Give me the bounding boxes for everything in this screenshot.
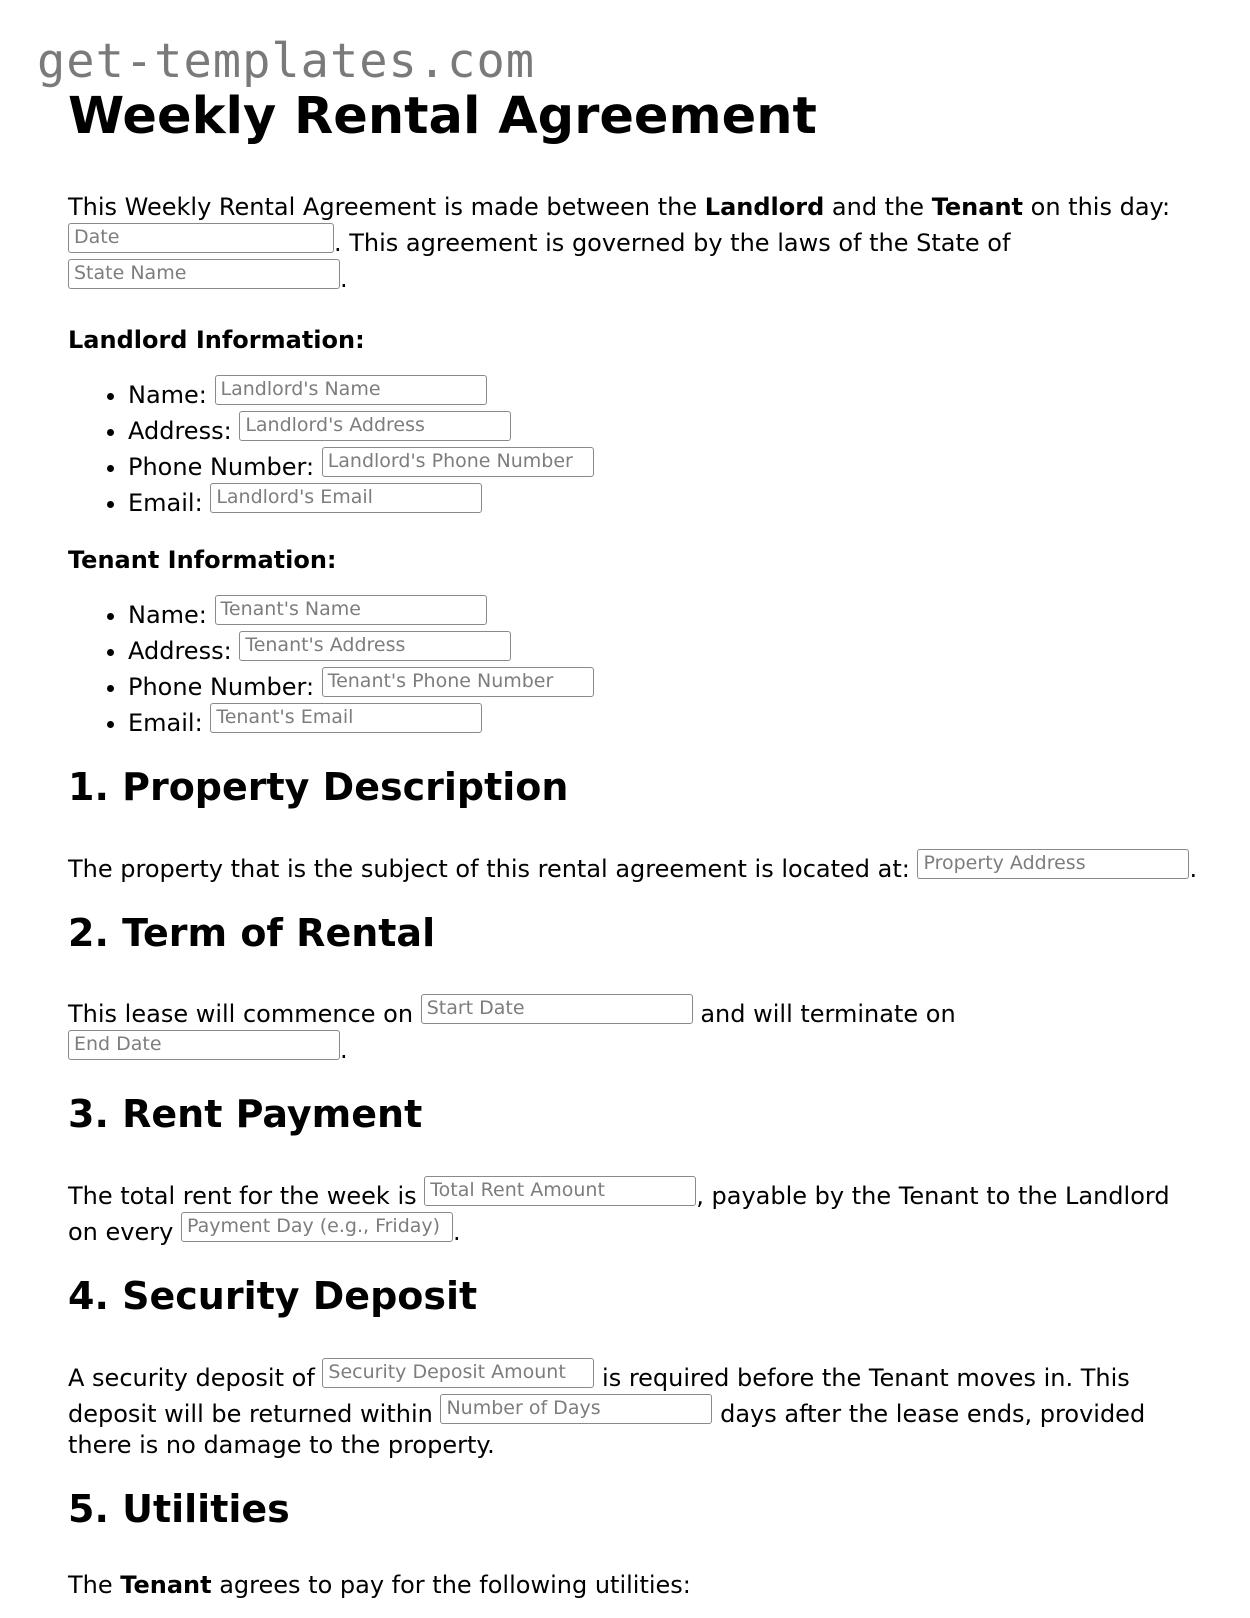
landlord-address-input[interactable]: Landlord's Address (239, 411, 511, 441)
date-input[interactable]: Date (68, 223, 334, 253)
property-address-input[interactable]: Property Address (917, 849, 1189, 879)
tenant-address-input[interactable]: Tenant's Address (239, 631, 511, 661)
list-item: • Name: Tenant's Name (128, 595, 1198, 631)
section-heading-utilities: 5. Utilities (68, 1486, 290, 1531)
section-heading-term: 2. Term of Rental (68, 910, 436, 955)
end-date-input[interactable]: End Date (68, 1030, 340, 1060)
tenant-name-input[interactable]: Tenant's Name (215, 595, 487, 625)
section-heading-rent: 3. Rent Payment (68, 1092, 423, 1137)
payment-day-input[interactable]: Payment Day (e.g., Friday) (181, 1212, 453, 1242)
tenant-bold: Tenant (931, 193, 1024, 222)
list-item: • Phone Number: Landlord's Phone Number (128, 447, 1198, 483)
tenant-bold: Tenant (120, 1571, 212, 1600)
list-item: • Name: Landlord's Name (128, 375, 1198, 411)
tenant-phone-input[interactable]: Tenant's Phone Number (322, 667, 594, 697)
tenant-info-heading: Tenant Information: (68, 546, 337, 575)
term-paragraph: This lease will commence on Start Date and will terminate on End Date . (68, 994, 1198, 1066)
list-item: • Email: Tenant's Email (128, 703, 1198, 739)
list-item: • Address: Landlord's Address (128, 411, 1198, 447)
section-heading-property: 1. Property Description (68, 765, 569, 810)
total-rent-input[interactable]: Total Rent Amount (424, 1176, 696, 1206)
landlord-phone-input[interactable]: Landlord's Phone Number (322, 447, 594, 477)
rent-paragraph: The total rent for the week is Total Rent Amount , payable by the Tenant to the Landlord on every Payment Day (e.g., Friday) . (68, 1176, 1198, 1248)
list-item: • Address: Tenant's Address (128, 631, 1198, 667)
property-paragraph: The property that is the subject of this rental agreement is located at: Property Address . (68, 849, 1198, 885)
utilities-paragraph: The Tenant agrees to pay for the following utilities: (68, 1571, 691, 1600)
landlord-bold: Landlord (704, 193, 825, 222)
start-date-input[interactable]: Start Date (421, 994, 693, 1024)
intro-paragraph: This Weekly Rental Agreement is made between the Landlord and the Tenant on this day: Date . This agreement is governed by the laws of the State of State Name . (68, 193, 1171, 294)
landlord-email-input[interactable]: Landlord's Email (210, 483, 482, 513)
landlord-name-input[interactable]: Landlord's Name (215, 375, 487, 405)
landlord-info-list (68, 375, 1198, 519)
section-heading-deposit: 4. Security Deposit (68, 1273, 478, 1318)
tenant-info-list (68, 595, 1198, 739)
deposit-paragraph: A security deposit of Security Deposit Amount is required before the Tenant moves in. This deposit will be returned within Number of Days days after the lease ends, provided there is no damage to the property. (68, 1358, 1198, 1461)
landlord-info-heading: Landlord Information: (68, 326, 365, 355)
security-deposit-input[interactable]: Security Deposit Amount (322, 1358, 594, 1388)
watermark: get-templates.com (37, 34, 536, 89)
state-name-input[interactable]: State Name (68, 259, 340, 289)
list-item: • Email: Landlord's Email (128, 483, 1198, 519)
document-page (68, 86, 1198, 1601)
page-title: Weekly Rental Agreement (68, 87, 817, 146)
list-item: • Phone Number: Tenant's Phone Number (128, 667, 1198, 703)
tenant-email-input[interactable]: Tenant's Email (210, 703, 482, 733)
number-of-days-input[interactable]: Number of Days (440, 1394, 712, 1424)
